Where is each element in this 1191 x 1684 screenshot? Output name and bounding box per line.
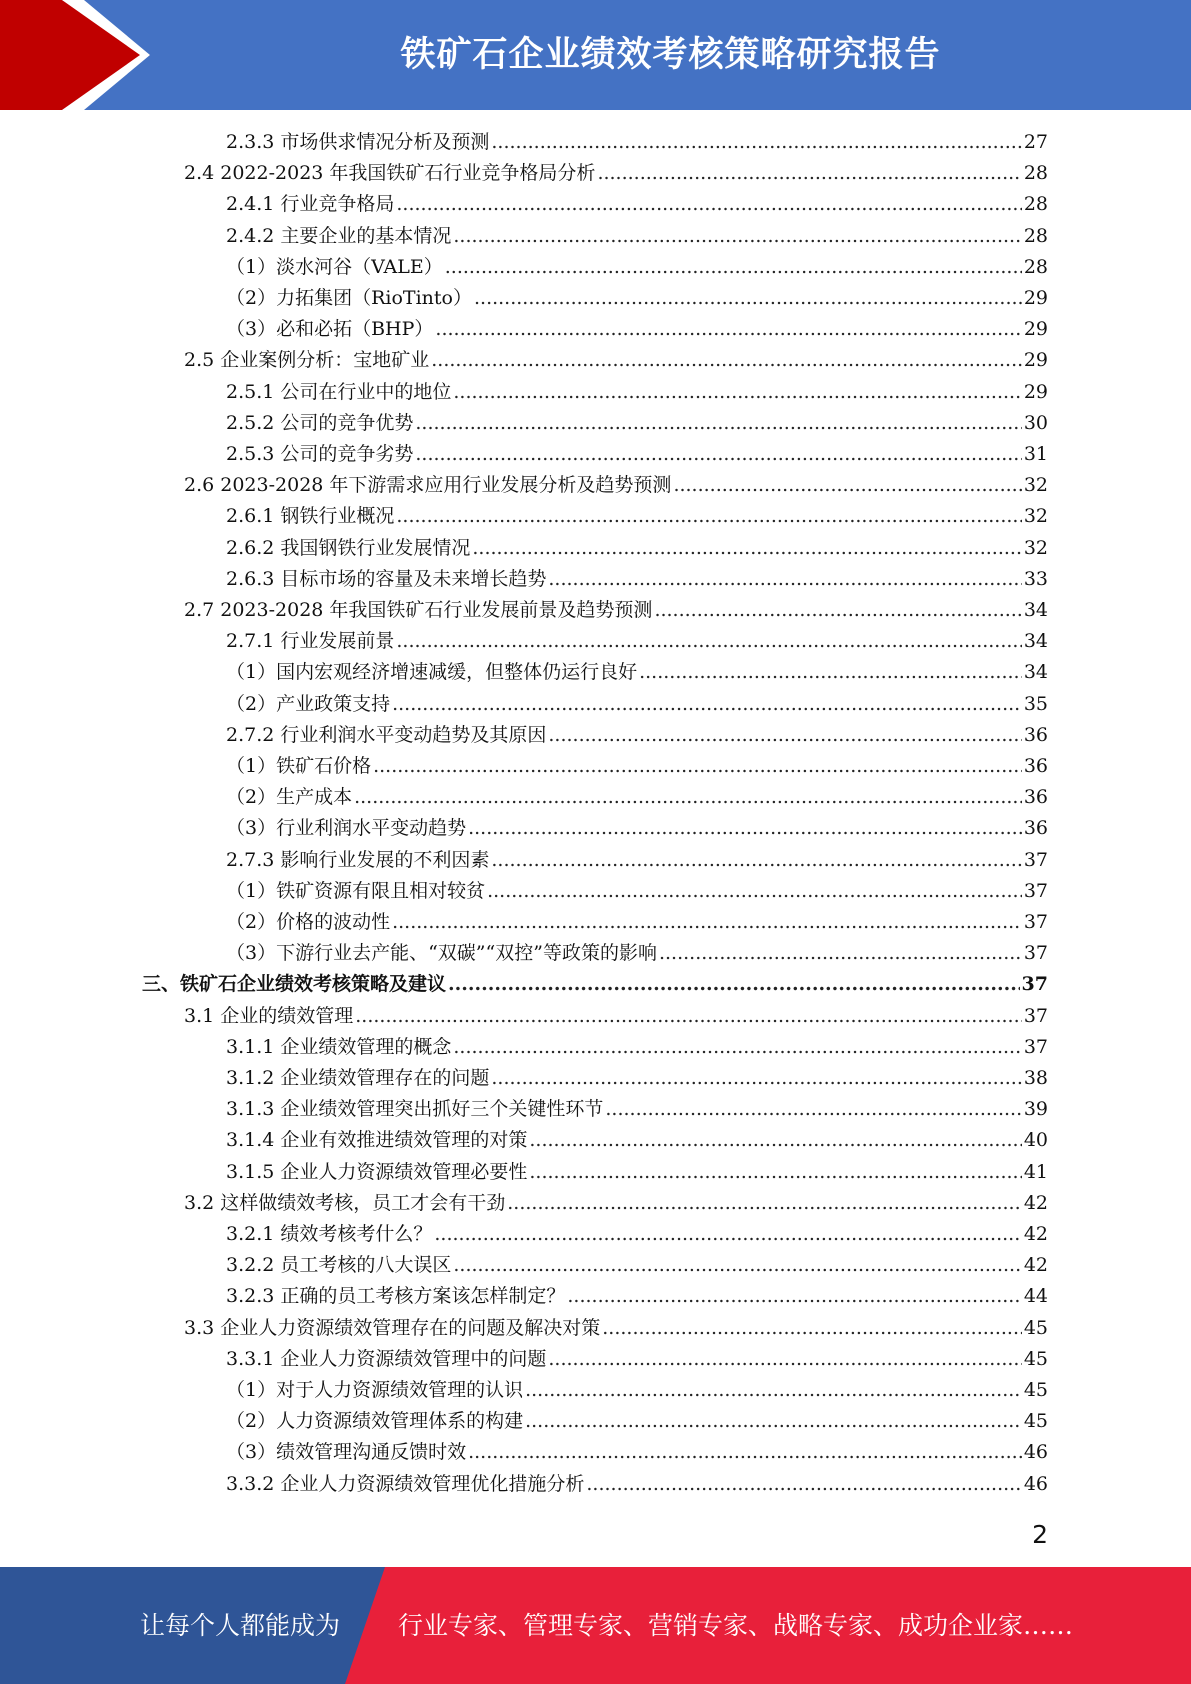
toc-entry-label: 3.1.3 企业绩效管理突出抓好三个关键性环节 (226, 1098, 604, 1121)
toc-entry-label: 2.6.3 目标市场的容量及未来增长趋势 (226, 567, 547, 590)
toc-entry[interactable] (226, 720, 1048, 751)
toc-entry-label: （3）下游行业去产能、“双碳”“双控”等政策的影响 (226, 942, 657, 965)
toc-entry-label: （2）生产成本 (226, 786, 353, 809)
toc-entry-label: 2.3.3 市场供求情况分析及预测 (226, 131, 490, 153)
toc-leader-dots (491, 845, 1021, 876)
toc-entry-label: 2.5.1 公司在行业中的地位 (226, 380, 452, 403)
toc-entry[interactable] (226, 1125, 1048, 1156)
toc-leader-dots (548, 564, 1021, 595)
toc-leader-dots (529, 1157, 1021, 1188)
toc-entry-label: 3.1.2 企业绩效管理存在的问题 (226, 1067, 490, 1089)
toc-entry-label: 2.5 企业案例分析：宝地矿业 (184, 349, 430, 372)
toc-entry-label: 3.3 企业人力资源绩效管理存在的问题及解决对策 (184, 1316, 601, 1339)
toc-entry-page: 33 (1023, 567, 1048, 590)
toc-entry[interactable] (184, 1001, 1048, 1032)
toc-leader-dots (453, 1250, 1021, 1281)
toc-entry-page: 34 (1023, 599, 1048, 621)
toc-entry-page: 45 (1023, 1316, 1048, 1339)
toc-leader-dots (548, 720, 1021, 751)
report-title: 铁矿石企业绩效考核策略研究报告 (400, 35, 941, 75)
toc-entry[interactable] (226, 1157, 1048, 1188)
toc-leader-dots (445, 252, 1022, 283)
toc-leader-dots (415, 439, 1021, 470)
toc-entry-page: 36 (1023, 755, 1048, 777)
toc-entry[interactable] (226, 1063, 1048, 1094)
toc-entry-page: 46 (1023, 1441, 1048, 1464)
toc-entry[interactable] (226, 189, 1048, 220)
toc-entry[interactable] (226, 501, 1048, 532)
toc-entry[interactable] (226, 657, 1048, 688)
toc-entry-label: 2.7.1 行业发展前景 (226, 630, 395, 653)
toc-entry-page: 31 (1023, 443, 1048, 465)
toc-entry-label: （3）行业利润水平变动趋势 (226, 817, 467, 840)
toc-entry-page: 39 (1023, 1098, 1048, 1121)
toc-leader-dots (453, 221, 1021, 252)
toc-entry-label: 2.6.1 钢铁行业概况 (226, 505, 395, 528)
toc-entry[interactable] (226, 439, 1048, 470)
toc-entry-page: 29 (1023, 380, 1048, 403)
toc-entry[interactable] (226, 533, 1048, 564)
toc-entry-label: （2）产业政策支持 (226, 692, 391, 715)
toc-entry-label: 3.2.2 员工考核的八大误区 (226, 1254, 452, 1277)
toc-leader-dots (468, 1437, 1022, 1468)
toc-entry-page: 37 (1023, 879, 1048, 902)
toc-entry-page: 27 (1023, 131, 1048, 153)
toc-entry-page: 28 (1023, 224, 1048, 247)
toc-entry-label: 3.1.1 企业绩效管理的概念 (226, 1035, 452, 1058)
toc-entry-page: 46 (1023, 1472, 1048, 1495)
toc-entry-page: 38 (1023, 1067, 1048, 1089)
toc-entry[interactable] (226, 751, 1048, 782)
toc-entry-label: （1）淡水河谷（VALE） (226, 255, 443, 278)
toc-entry[interactable] (226, 564, 1048, 595)
toc-leader-dots (431, 345, 1022, 376)
toc-leader-dots (392, 689, 1022, 720)
toc-leader-dots (602, 1313, 1022, 1344)
toc-entry-page: 36 (1023, 786, 1048, 809)
toc-entry-label: 2.5.2 公司的竞争优势 (226, 411, 414, 434)
toc-entry-page: 40 (1023, 1129, 1048, 1152)
page-footer (0, 1567, 1191, 1684)
toc-leader-dots (487, 876, 1022, 907)
toc-entry[interactable] (226, 1344, 1048, 1375)
toc-leader-dots (415, 408, 1021, 439)
toc-leader-dots (491, 1063, 1021, 1094)
toc-leader-dots (396, 501, 1021, 532)
toc-entry[interactable] (226, 283, 1048, 314)
toc-leader-dots (654, 595, 1021, 626)
toc-entry-label: （3）必和必拓（BHP） (226, 318, 434, 341)
toc-entry[interactable] (226, 938, 1048, 969)
toc-leader-dots (396, 189, 1021, 220)
toc-entry[interactable] (226, 689, 1048, 720)
toc-entry-label: （3）绩效管理沟通反馈时效 (226, 1441, 467, 1464)
toc-entry-label: 2.5.3 公司的竞争劣势 (226, 443, 414, 465)
toc-entry[interactable] (226, 626, 1048, 657)
toc-entry[interactable] (226, 1219, 1048, 1250)
toc-entry-label: （1）铁矿资源有限且相对较贫 (226, 879, 486, 902)
toc-entry[interactable] (184, 470, 1048, 501)
toc-entry[interactable] (226, 377, 1048, 408)
toc-leader-dots (392, 907, 1022, 938)
toc-entry[interactable] (142, 969, 1048, 1000)
toc-leader-dots (639, 657, 1022, 688)
toc-entry[interactable] (184, 1188, 1048, 1219)
toc-leader-dots (453, 377, 1021, 408)
toc-entry-label: 2.7 2023-2028 年我国铁矿石行业发展前景及趋势预测 (184, 599, 653, 621)
toc-entry-page: 37 (1023, 911, 1048, 933)
toc-entry[interactable] (226, 782, 1048, 813)
toc-entry-label: （1）国内宏观经济增速减缓，但整体仍运行良好 (226, 661, 638, 684)
toc-leader-dots (525, 1375, 1022, 1406)
toc-entry-page: 29 (1023, 318, 1048, 341)
toc-entry-page: 42 (1023, 1254, 1048, 1277)
toc-entry-page: 34 (1023, 661, 1048, 684)
toc-entry-page: 42 (1023, 1223, 1048, 1245)
toc-entry[interactable] (226, 1250, 1048, 1281)
toc-leader-dots (472, 533, 1021, 564)
toc-leader-dots (373, 751, 1022, 782)
toc-entry-page: 37 (1023, 1004, 1048, 1027)
toc-leader-dots (548, 1344, 1021, 1375)
toc-entry-label: 3.3.2 企业人力资源绩效管理优化措施分析 (226, 1472, 585, 1495)
toc-entry[interactable] (226, 314, 1048, 345)
toc-entry-page: 45 (1023, 1347, 1048, 1370)
toc-entry-label: 3.1.4 企业有效推进绩效管理的对策 (226, 1129, 528, 1152)
toc-entry[interactable] (184, 345, 1048, 376)
toc-entry[interactable] (226, 907, 1048, 938)
toc-leader-dots (355, 1001, 1022, 1032)
toc-leader-dots (507, 1188, 1022, 1219)
toc-entry-label: 2.4.2 主要企业的基本情况 (226, 224, 452, 247)
toc-leader-dots (567, 1281, 1021, 1312)
toc-entry-page: 30 (1023, 411, 1048, 434)
toc-entry-page: 28 (1023, 193, 1048, 216)
toc-entry-label: 3.1 企业的绩效管理 (184, 1004, 354, 1027)
toc-entry-page: 37 (1023, 848, 1048, 871)
toc-entry[interactable] (226, 845, 1048, 876)
toc-entry-page: 36 (1023, 817, 1048, 840)
toc-entry-page: 32 (1023, 536, 1048, 559)
toc-entry[interactable] (184, 158, 1048, 189)
toc-leader-dots (659, 938, 1022, 969)
toc-entry-label: 2.4 2022-2023 年我国铁矿石行业竞争格局分析 (184, 162, 596, 185)
toc-entry[interactable] (226, 813, 1048, 844)
toc-entry[interactable] (226, 1469, 1048, 1500)
toc-entry-label: 2.7.3 影响行业发展的不利因素 (226, 848, 490, 871)
toc-entry-label: 3.2 这样做绩效考核，员工才会有干劲 (184, 1191, 506, 1214)
toc-entry[interactable] (184, 1313, 1048, 1344)
toc-entry-label: 2.6.2 我国钢铁行业发展情况 (226, 536, 471, 559)
toc-leader-dots (453, 1032, 1021, 1063)
toc-entry-page: 28 (1023, 162, 1048, 185)
toc-entry[interactable] (226, 1032, 1048, 1063)
toc-entry-label: （1）铁矿石价格 (226, 755, 372, 777)
toc-entry[interactable] (226, 1406, 1048, 1437)
toc-entry-page: 37 (1023, 1035, 1048, 1058)
toc-entry-page: 35 (1023, 692, 1048, 715)
toc-entry-page: 45 (1023, 1379, 1048, 1401)
toc-leader-dots (396, 626, 1021, 657)
toc-entry-page: 34 (1023, 630, 1048, 653)
toc-entry-label: 3.1.5 企业人力资源绩效管理必要性 (226, 1160, 528, 1183)
toc-entry[interactable] (184, 595, 1048, 626)
toc-entry[interactable] (226, 127, 1048, 158)
toc-leader-dots (525, 1406, 1022, 1437)
toc-entry-page: 32 (1023, 474, 1048, 497)
toc-entry-page: 44 (1023, 1285, 1048, 1308)
toc-leader-dots (491, 127, 1021, 158)
toc-entry-label: （1）对于人力资源绩效管理的认识 (226, 1379, 524, 1401)
toc-entry-label: （2）人力资源绩效管理体系的构建 (226, 1410, 524, 1433)
toc-entry-label: 3.2.1 绩效考核考什么？ (226, 1223, 433, 1245)
toc-entry[interactable] (226, 252, 1048, 283)
footer-slogan-left: 让每个人都能成为 (140, 1611, 341, 1640)
toc-leader-dots (435, 314, 1021, 345)
toc-entry-page: 29 (1023, 287, 1048, 309)
toc-leader-dots (673, 470, 1021, 501)
toc-leader-dots (529, 1125, 1021, 1156)
toc-entry[interactable] (226, 408, 1048, 439)
toc-entry-label: 2.6 2023-2028 年下游需求应用行业发展分析及趋势预测 (184, 474, 672, 497)
toc-entry[interactable] (226, 221, 1048, 252)
toc-entry[interactable] (226, 1094, 1048, 1125)
toc-leader-dots (586, 1469, 1021, 1500)
toc-entry[interactable] (226, 1281, 1048, 1312)
toc-entry-label: 2.7.2 行业利润水平变动趋势及其原因 (226, 723, 547, 746)
toc-entry-page: 37 (1021, 973, 1048, 996)
toc-entry[interactable] (226, 1375, 1048, 1406)
toc-leader-dots (434, 1219, 1021, 1250)
toc-entry-label: 3.3.1 企业人力资源绩效管理中的问题 (226, 1347, 547, 1370)
footer-slogan-right: 行业专家、管理专家、营销专家、战略专家、成功企业家…… (398, 1611, 1074, 1640)
page-header (0, 0, 1191, 110)
toc-entry[interactable] (226, 876, 1048, 907)
toc-entry-label: 三、铁矿石企业绩效考核策略及建议 (142, 973, 447, 996)
toc-leader-dots (597, 158, 1021, 189)
toc-entry-page: 36 (1023, 723, 1048, 746)
toc-entry-page: 42 (1023, 1191, 1048, 1214)
toc-entry-label: （2）力拓集团（RioTinto） (226, 287, 472, 309)
toc-entry-page: 28 (1023, 255, 1048, 278)
toc-leader-dots (605, 1094, 1021, 1125)
toc-entry-page: 32 (1023, 505, 1048, 528)
toc-entry-page: 37 (1023, 942, 1048, 965)
toc-leader-dots (474, 283, 1022, 314)
page-number: 2 (1032, 1520, 1048, 1549)
toc-entry-label: 3.2.3 正确的员工考核方案该怎样制定？ (226, 1285, 566, 1308)
toc-entry-label: （2）价格的波动性 (226, 911, 391, 933)
toc-entry-page: 45 (1023, 1410, 1048, 1433)
toc-leader-dots (468, 813, 1022, 844)
toc-entry-label: 2.4.1 行业竞争格局 (226, 193, 395, 216)
toc-entry-page: 41 (1023, 1160, 1048, 1183)
toc-entry-page: 29 (1023, 349, 1048, 372)
toc-entry[interactable] (226, 1437, 1048, 1468)
toc-leader-dots (354, 782, 1022, 813)
toc-leader-dots (448, 969, 1020, 1000)
